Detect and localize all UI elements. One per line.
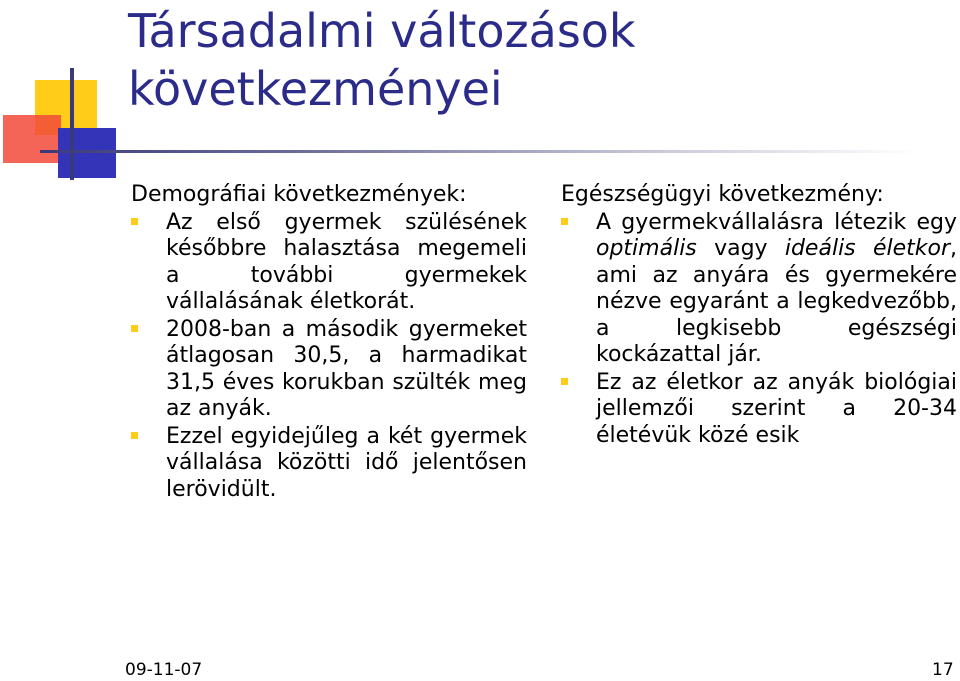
logo-red-square bbox=[3, 115, 61, 163]
square-bullet-icon bbox=[131, 218, 138, 225]
square-bullet-icon bbox=[131, 432, 138, 439]
right-column-heading: Egészségügyi következmény: bbox=[561, 182, 884, 207]
right-bullet-1-part-1: A gyermekvállalásra létezik egy bbox=[596, 209, 957, 235]
square-bullet-icon bbox=[561, 378, 568, 385]
left-bullet-item-2 bbox=[131, 317, 527, 423]
left-column-heading: Demográfiai következmények: bbox=[131, 182, 467, 207]
right-bullet-1-part-2: vagy bbox=[696, 236, 785, 261]
left-bullet-text-2: 2008-ban a második gyermeket átlagosan 30,5, a harmadikat 31,5 éves korukban szülték meg az anyák. bbox=[166, 316, 527, 421]
footer-date: 09-11-07 bbox=[125, 660, 203, 680]
right-bullet-text-1 bbox=[596, 210, 957, 369]
left-bullet-text-3: Ezzel egyidejűleg a két gyermek vállalása közötti idő jelentősen lerövidült. bbox=[166, 423, 527, 502]
slide-title-line-2: következményei bbox=[128, 62, 503, 116]
right-bullet-1-italic-1: optimális bbox=[596, 236, 697, 261]
title-divider-line bbox=[40, 150, 920, 153]
logo-vertical-line bbox=[70, 68, 74, 180]
right-bullet-item-2 bbox=[561, 370, 957, 450]
logo-blue-square bbox=[58, 128, 116, 178]
right-bullet-list bbox=[561, 210, 957, 450]
right-bullet-1-part-3: , ami az anyára és gyermekére nézve egyaránt a legkedvezőbb, a legkisebb egészségi kockázattal jár. bbox=[596, 236, 957, 367]
left-bullet-list bbox=[131, 210, 527, 504]
right-bullet-item-1 bbox=[561, 210, 957, 369]
right-bullet-1-italic-2: ideális életkor bbox=[784, 236, 950, 261]
slide-logo-decoration bbox=[0, 0, 120, 185]
slide-title bbox=[128, 2, 928, 118]
right-bullet-text-2: Ez az életkor az anyák biológiai jellemzői szerint a 20-34 életévük közé esik bbox=[596, 369, 957, 448]
left-bullet-item-1 bbox=[131, 210, 527, 316]
square-bullet-icon bbox=[561, 218, 568, 225]
left-bullet-text-1: Az első gyermek szülésének későbbre halasztása megemeli a további gyermekek vállalásának életkorát. bbox=[166, 209, 527, 314]
left-bullet-item-3 bbox=[131, 424, 527, 504]
square-bullet-icon bbox=[131, 325, 138, 332]
slide-title-line-1: Társadalmi változások bbox=[128, 4, 636, 58]
footer-page-number: 17 bbox=[932, 660, 954, 680]
right-column bbox=[561, 182, 957, 450]
left-column bbox=[131, 182, 527, 504]
